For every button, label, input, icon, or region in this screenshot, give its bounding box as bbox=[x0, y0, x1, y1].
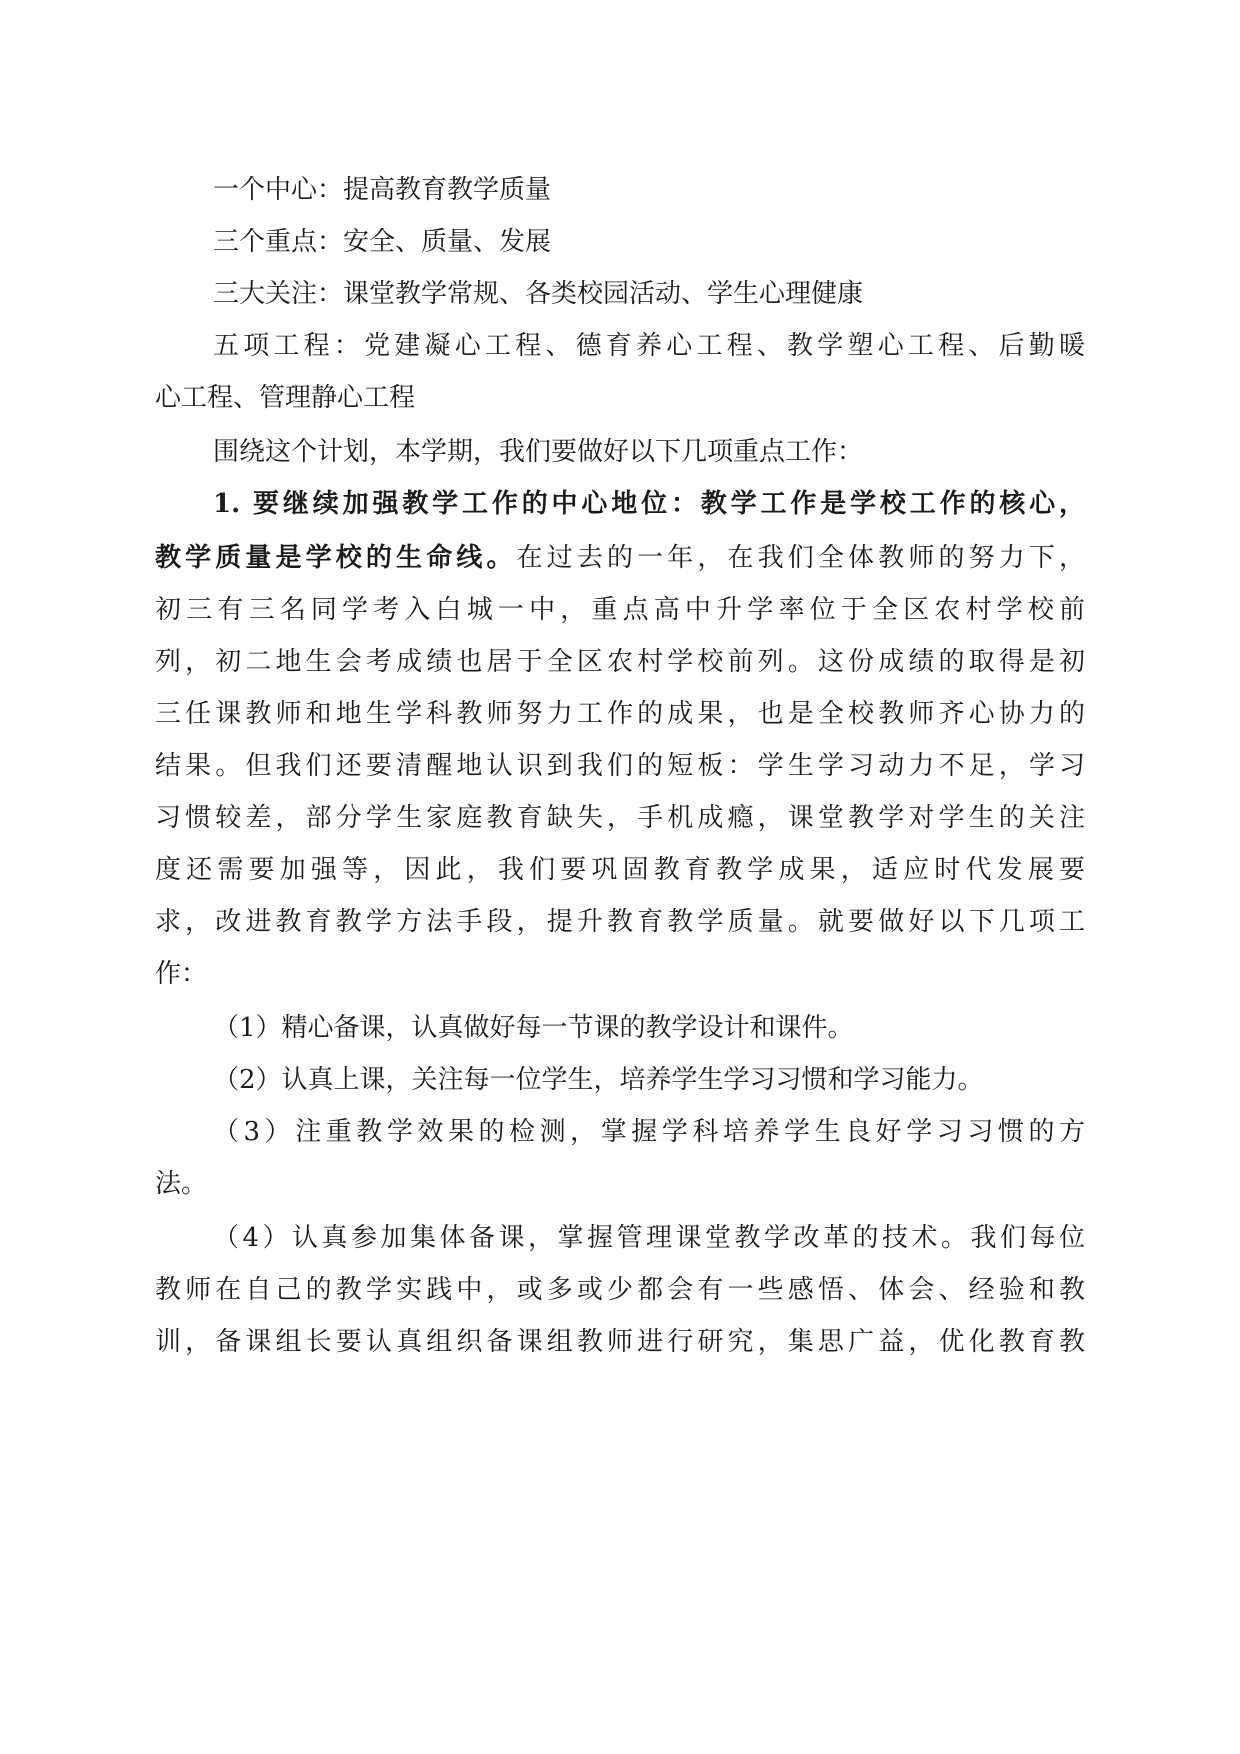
item-2: （2）认真上课，关注每一位学生，培养学生学习习惯和学习能力。 bbox=[213, 1065, 984, 1095]
item-1: （1）精心备课，认真做好每一节课的教学设计和课件。 bbox=[213, 1013, 854, 1043]
summary-focus: 三个重点：安全、质量、发展 bbox=[213, 227, 552, 257]
section1-body-line: 初三有三名同学考入白城一中，重点高中升学率位于全区农村学校前 bbox=[155, 595, 1085, 625]
item-4-line3: 训，备课组长要认真组织备课组教师进行研究，集思广益，优化教育教 bbox=[155, 1327, 1085, 1357]
section1-heading-bold-tail: 教学质量是学校的生命线。 bbox=[155, 543, 517, 573]
section1-heading-line1 bbox=[213, 484, 1085, 524]
section1-body-line: 作： bbox=[155, 959, 208, 989]
section1-body-line: 结果。但我们还要清醒地认识到我们的短板：学生学习动力不足，学习 bbox=[155, 751, 1085, 781]
item-4-line2: 教师在自己的教学实践中，或多或少都会有一些感悟、体会、经验和教 bbox=[155, 1275, 1085, 1305]
item-4-line1: （4）认真参加集体备课，掌握管理课堂教学改革的技术。我们每位 bbox=[213, 1223, 1085, 1253]
item-3-line2: 法。 bbox=[155, 1169, 208, 1199]
section1-heading-bold: 1. 要继续加强教学工作的中心地位：教学工作是学校工作的核心， bbox=[213, 489, 1085, 519]
summary-projects-line2: 心工程、管理静心工程 bbox=[155, 383, 416, 413]
item-3-line1: （3）注重教学效果的检测，掌握学科培养学生良好学习习惯的方 bbox=[213, 1117, 1085, 1147]
summary-concerns: 三大关注：课堂教学常规、各类校园活动、学生心理健康 bbox=[213, 279, 864, 309]
section1-body-line: 度还需要加强等，因此，我们要巩固教育教学成果，适应时代发展要 bbox=[155, 855, 1085, 885]
section1-body-line: 求，改进教育教学方法手段，提升教育教学质量。就要做好以下几项工 bbox=[155, 907, 1085, 937]
summary-center: 一个中心：提高教育教学质量 bbox=[213, 175, 552, 205]
summary-projects-line1: 五项工程：党建凝心工程、德育养心工程、教学塑心工程、后勤暖 bbox=[213, 331, 1085, 361]
section1-body-line: 列，初二地生会考成绩也居于全区农村学校前列。这份成绩的取得是初 bbox=[155, 647, 1085, 677]
summary-intro: 围绕这个计划，本学期，我们要做好以下几项重点工作： bbox=[213, 437, 864, 467]
section1-heading-rest: 在过去的一年，在我们全体教师的努力下， bbox=[516, 543, 1085, 573]
section1-body-line: 习惯较差，部分学生家庭教育缺失，手机成瘾，课堂教学对学生的关注 bbox=[155, 803, 1085, 833]
section1-body-line: 三任课教师和地生学科教师努力工作的成果，也是全校教师齐心协力的 bbox=[155, 699, 1085, 729]
section1-heading-line2 bbox=[155, 538, 1085, 578]
